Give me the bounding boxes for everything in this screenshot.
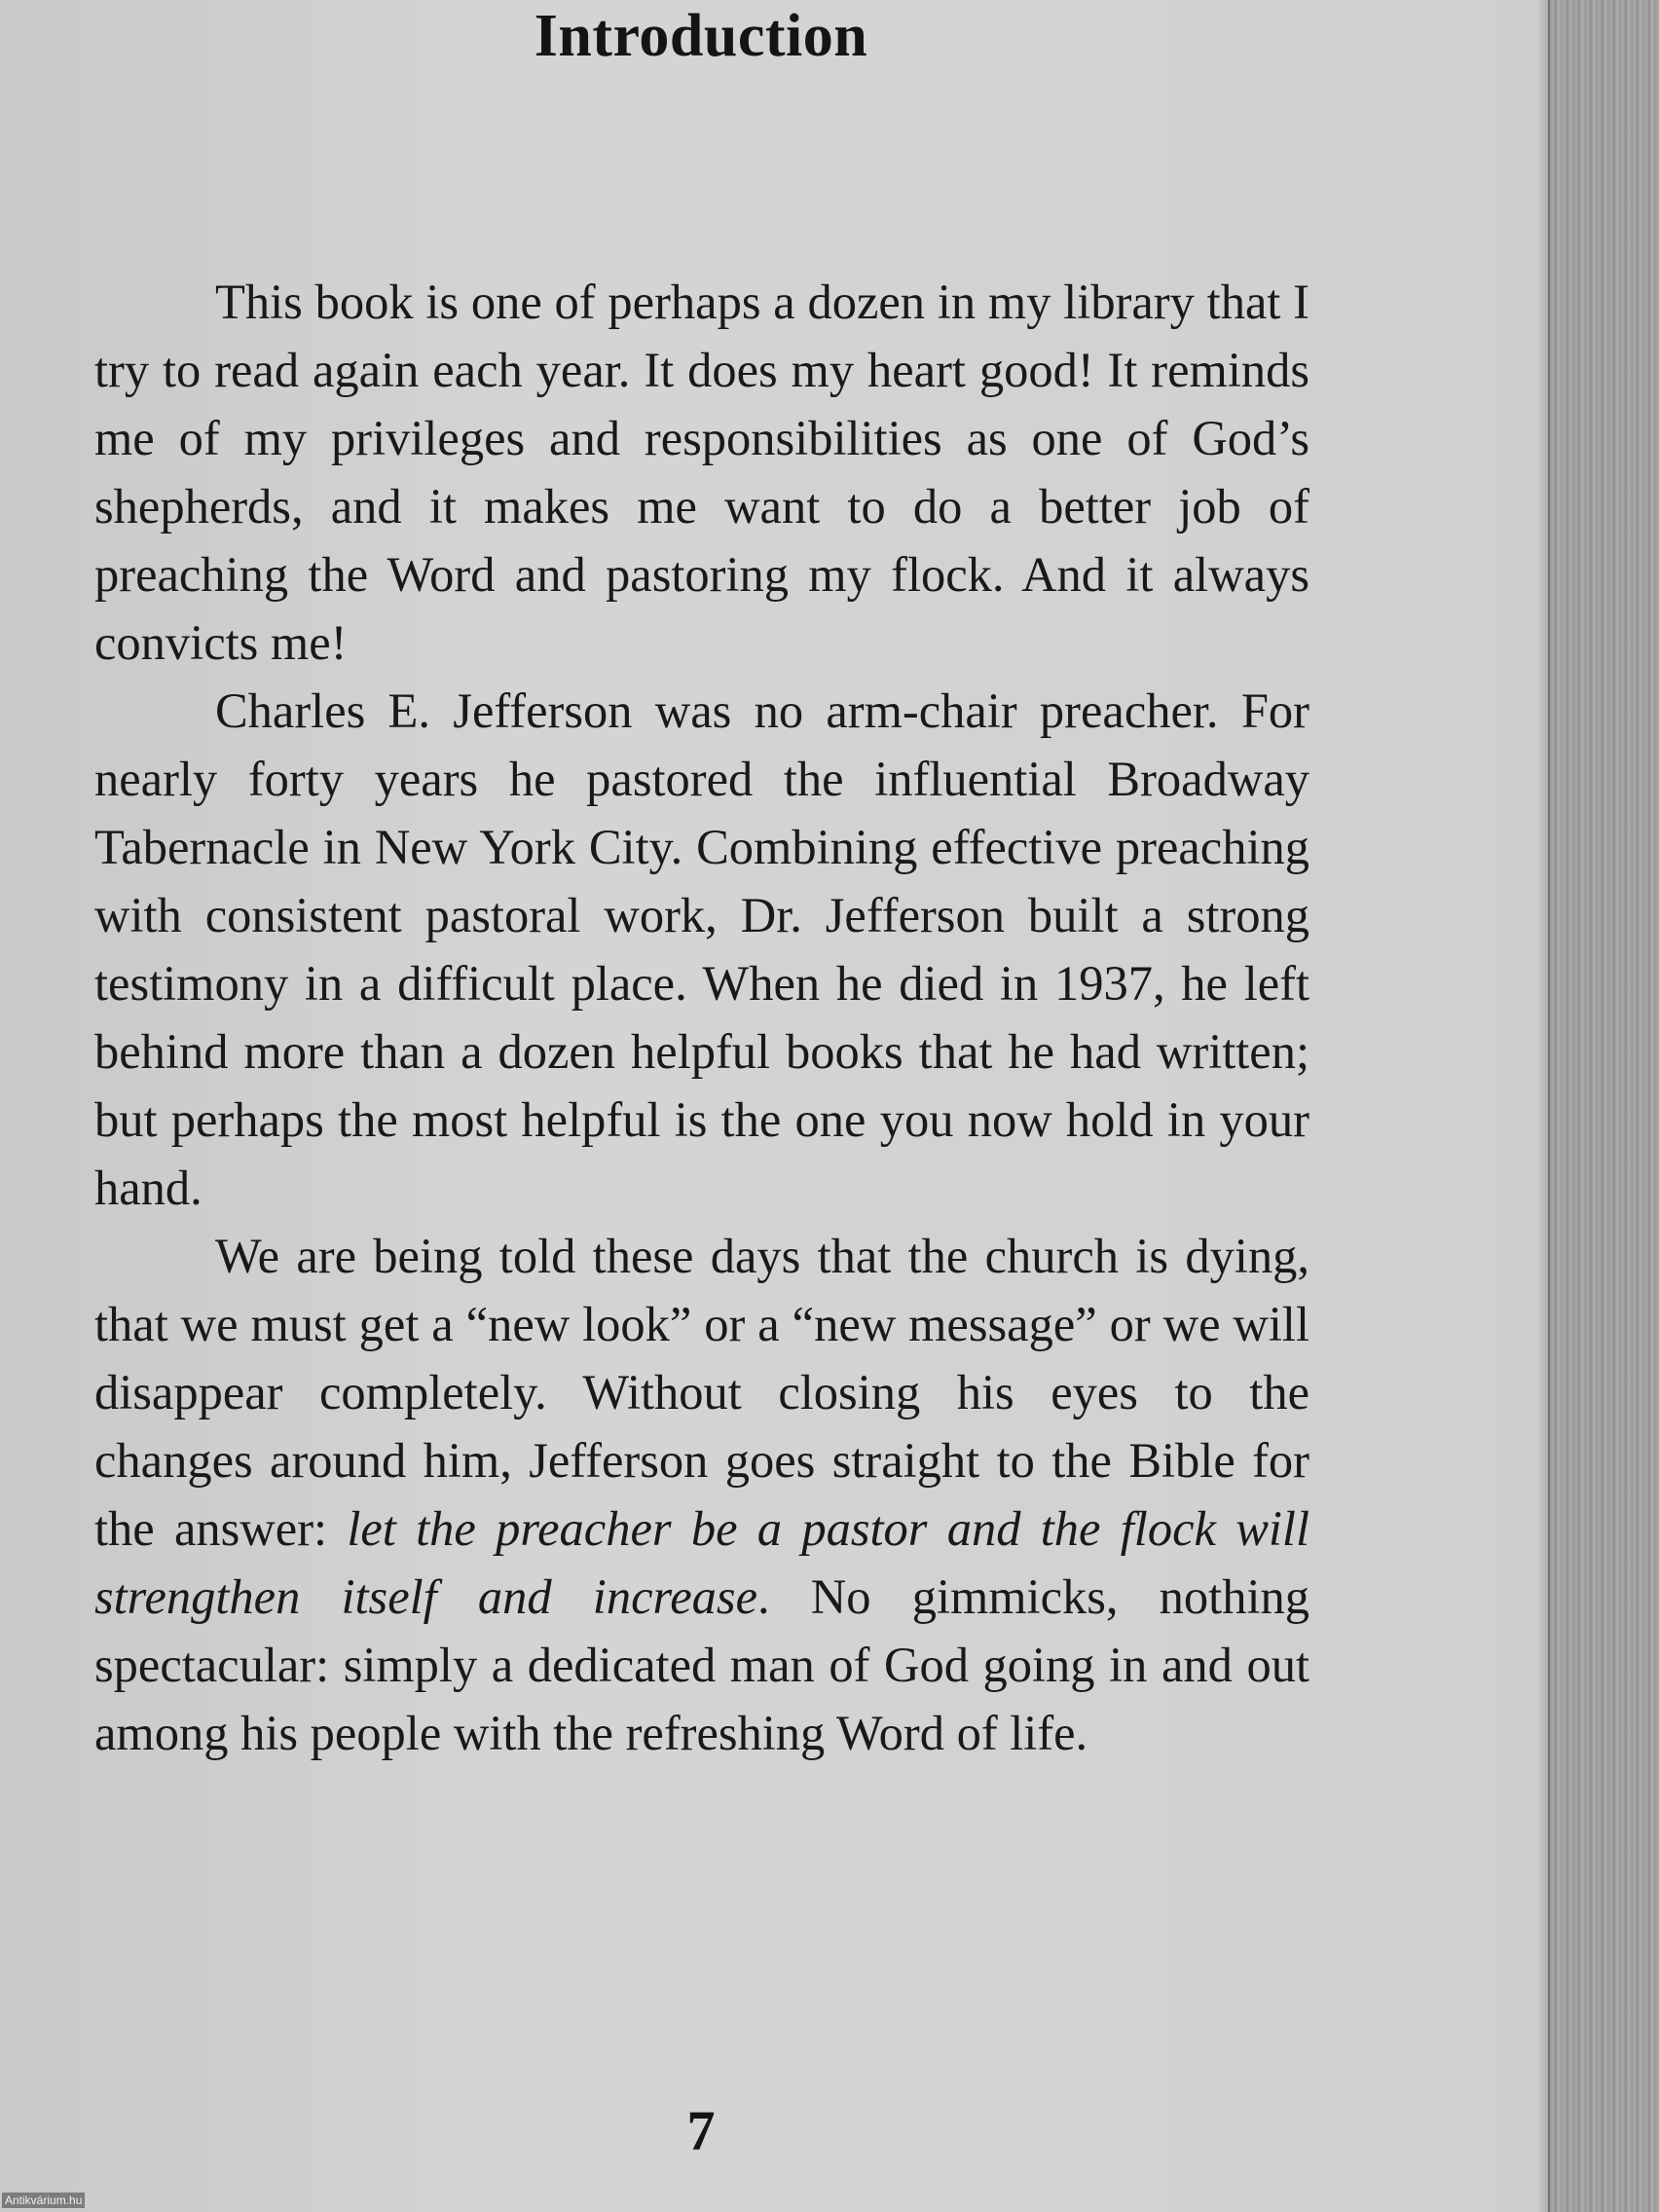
paragraph-3 (94, 1222, 1309, 1767)
book-spine (1550, 0, 1659, 2212)
body-text (94, 268, 1309, 1767)
paragraph-3-lead: We are being told these days that the church is dying, that we must get a “new look” or a “new message” or we will disappear completely. Without closing his eyes to the changes around him, Jefferson goes straight to the Bible for the answer: (94, 1229, 1309, 1556)
paragraph-2: Charles E. Jefferson was no arm-chair preacher. For nearly forty years he pastored the influential Broadway Tabernacle in New York City. Combining effective preaching with consistent pastoral work, Dr. Jefferson built a strong testimony in a difficult place. When he died in 1937, he left behind more than a dozen helpful books that he had written; but perhaps the most helpful is the one you now hold in your hand. (94, 683, 1309, 1215)
paragraph-3-tail: . No gimmicks, nothing spectacular: simply a dedicated man of God going in and out among his people with the refreshing Word of life. (94, 1569, 1309, 1760)
page-edge-shadow (1536, 0, 1550, 2212)
paragraph-1: This book is one of perhaps a dozen in my library that I try to read again each year. It does my heart good! It reminds me of my privileges and responsibilities as one of God’s shepherds, and it makes me want to do a better job of preaching the Word and pastoring my flock. And it always convicts me! (94, 275, 1309, 670)
watermark-label: Antikvárium.hu (2, 2193, 85, 2208)
paragraph-3-italic: let the preacher be a pastor and the flock will strengthen itself and increase (94, 1501, 1309, 1624)
page-heading: Introduction (534, 3, 868, 69)
page-number: 7 (686, 2099, 716, 2162)
